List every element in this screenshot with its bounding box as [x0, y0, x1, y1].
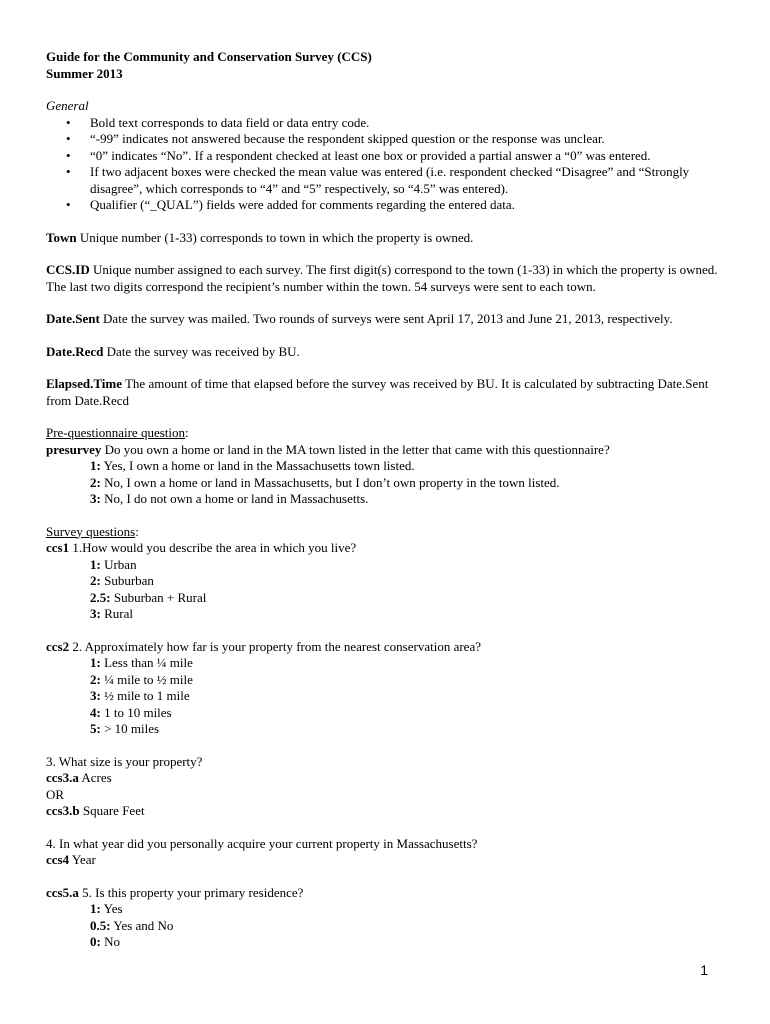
question-text: Do you own a home or land in the MA town listed in the letter that came with this questionnaire?	[101, 441, 610, 457]
option-text: Less than ¼ mile	[100, 655, 193, 670]
option-text: Rural	[100, 606, 133, 621]
field-ccs-id	[46, 262, 726, 295]
section-heading: Pre-questionnaire question	[46, 425, 185, 440]
option-code: 0:	[90, 934, 101, 949]
question-text: 2. Approximately how far is your property from the nearest conservation area?	[69, 638, 481, 654]
option-text: No, I own a home or land in Massachusetts, but I don’t own property in the town listed.	[100, 474, 560, 490]
page-number: 1	[700, 962, 708, 978]
answer-option	[46, 491, 726, 508]
field-description: Date the survey was mailed. Two rounds of surveys were sent April 17, 2013 and June 21, 2013, respectively.	[99, 311, 673, 326]
answer-option	[46, 934, 726, 951]
question-text: 1.How would you describe the area in which you live?	[69, 540, 357, 555]
option-text: Yes and No	[110, 917, 174, 933]
answer-option	[46, 573, 726, 590]
option-text: > 10 miles	[100, 721, 160, 736]
general-bullet-list	[46, 115, 726, 214]
option-text: ¼ mile to ½ mile	[100, 671, 193, 687]
prequestionnaire-heading	[46, 425, 726, 442]
option-text: 1 to 10 miles	[100, 704, 172, 720]
field-code: presurvey	[46, 441, 102, 457]
answer-option	[46, 705, 726, 722]
field-code: ccs4	[46, 852, 70, 867]
option-code: 3:	[90, 491, 101, 506]
option-code: 1:	[90, 655, 101, 670]
general-bullet: • “-99” indicates not answered because the respondent skipped question or the response was unclear.	[46, 131, 726, 148]
field-code: Elapsed.Time	[46, 376, 122, 391]
field-description: The amount of time that elapsed before the survey was received by BU. It is calculated by subtracting Date.Sent from Date.Recd	[46, 376, 709, 408]
survey-questions-heading	[46, 524, 726, 541]
field-date-recd	[46, 344, 726, 361]
option-code: 0.5:	[90, 917, 111, 933]
general-bullet: • Qualifier (“_QUAL”) fields were added for comments regarding the entered data.	[46, 197, 726, 214]
ccs5a-question	[46, 885, 726, 902]
field-description: Date the survey was received by BU.	[103, 343, 300, 359]
field-code: CCS.ID	[46, 262, 90, 277]
field-code: Date.Recd	[46, 343, 104, 359]
answer-option	[46, 918, 726, 935]
field-description: Acres	[78, 770, 112, 785]
field-description: Unique number assigned to each survey. The first digit(s) correspond to the town (1-33) in which the property is owned. The last two digits correspond the recipient’s number within the town. 54 surveys were sent to each town.	[46, 262, 718, 294]
heading-colon: :	[185, 425, 189, 440]
ccs3a-field	[46, 770, 726, 787]
ccs2-question	[46, 639, 726, 656]
field-code: Date.Sent	[46, 311, 100, 326]
field-code: ccs3.a	[46, 770, 79, 785]
option-code: 1:	[90, 556, 101, 572]
answer-option	[46, 475, 726, 492]
option-code: 3:	[90, 606, 101, 621]
field-code: ccs5.a	[46, 884, 79, 900]
general-bullet: • If two adjacent boxes were checked the mean value was entered (i.e. respondent checked “Disagree” and “Strongly disagree”, which corresponds to “4” and “5” respectively, so “4.5” was entered).	[46, 164, 726, 197]
option-code: 1:	[90, 458, 101, 473]
ccs3-or: OR	[46, 786, 65, 802]
field-description: Year	[69, 852, 96, 867]
field-code: ccs1	[46, 540, 70, 555]
option-text: Suburban + Rural	[110, 589, 207, 605]
option-code: 4:	[90, 704, 101, 720]
field-date-sent	[46, 311, 726, 328]
option-text: ½ mile to 1 mile	[100, 688, 190, 703]
option-code: 2:	[90, 573, 101, 588]
ccs4-question: 4. In what year did you personally acquire your current property in Massachusetts?	[46, 835, 478, 851]
answer-option	[46, 901, 726, 918]
answer-option	[46, 606, 726, 623]
option-text: Suburban	[100, 573, 154, 588]
field-code: ccs3.b	[46, 803, 80, 818]
presurvey-question	[46, 442, 726, 459]
answer-option	[46, 672, 726, 689]
option-text: No, I do not own a home or land in Massachusetts.	[100, 491, 369, 506]
section-heading: Survey questions	[46, 523, 136, 539]
answer-option	[46, 688, 726, 705]
option-text: No	[100, 934, 120, 949]
option-text: Yes, I own a home or land in the Massachusetts town listed.	[100, 458, 415, 473]
field-code: Town	[46, 229, 77, 245]
field-town	[46, 230, 726, 247]
option-code: 2:	[90, 474, 101, 490]
general-bullet: • “0” indicates “No”. If a respondent checked at least one box or provided a partial answer a “0” was entered.	[46, 148, 726, 165]
answer-option	[46, 557, 726, 574]
field-description: Unique number (1-33) corresponds to town in which the property is owned.	[76, 229, 474, 245]
general-heading: General	[46, 98, 89, 113]
option-text: Urban	[100, 556, 137, 572]
heading-colon: :	[135, 523, 139, 539]
answer-option	[46, 458, 726, 475]
answer-option	[46, 590, 726, 607]
ccs1-question	[46, 540, 726, 557]
option-code: 5:	[90, 721, 101, 736]
option-code: 3:	[90, 688, 101, 703]
option-code: 2.5:	[90, 589, 111, 605]
question-text: 5. Is this property your primary residence?	[78, 884, 304, 900]
field-description: Square Feet	[79, 803, 145, 818]
field-code: ccs2	[46, 638, 70, 654]
ccs4-field	[46, 852, 726, 869]
option-code: 2:	[90, 671, 101, 687]
option-code: 1:	[90, 901, 101, 916]
field-elapsed-time	[46, 376, 726, 409]
option-text: Yes	[100, 901, 123, 916]
document-content	[46, 49, 726, 951]
title-line-1: Guide for the Community and Conservation Survey (CCS)	[46, 49, 372, 64]
title-line-2: Summer 2013	[46, 65, 123, 81]
document-title	[46, 49, 726, 82]
answer-option	[46, 721, 726, 738]
answer-option	[46, 655, 726, 672]
ccs3-question: 3. What size is your property?	[46, 753, 203, 769]
general-bullet: • Bold text corresponds to data field or data entry code.	[46, 115, 726, 132]
ccs3b-field	[46, 803, 726, 820]
